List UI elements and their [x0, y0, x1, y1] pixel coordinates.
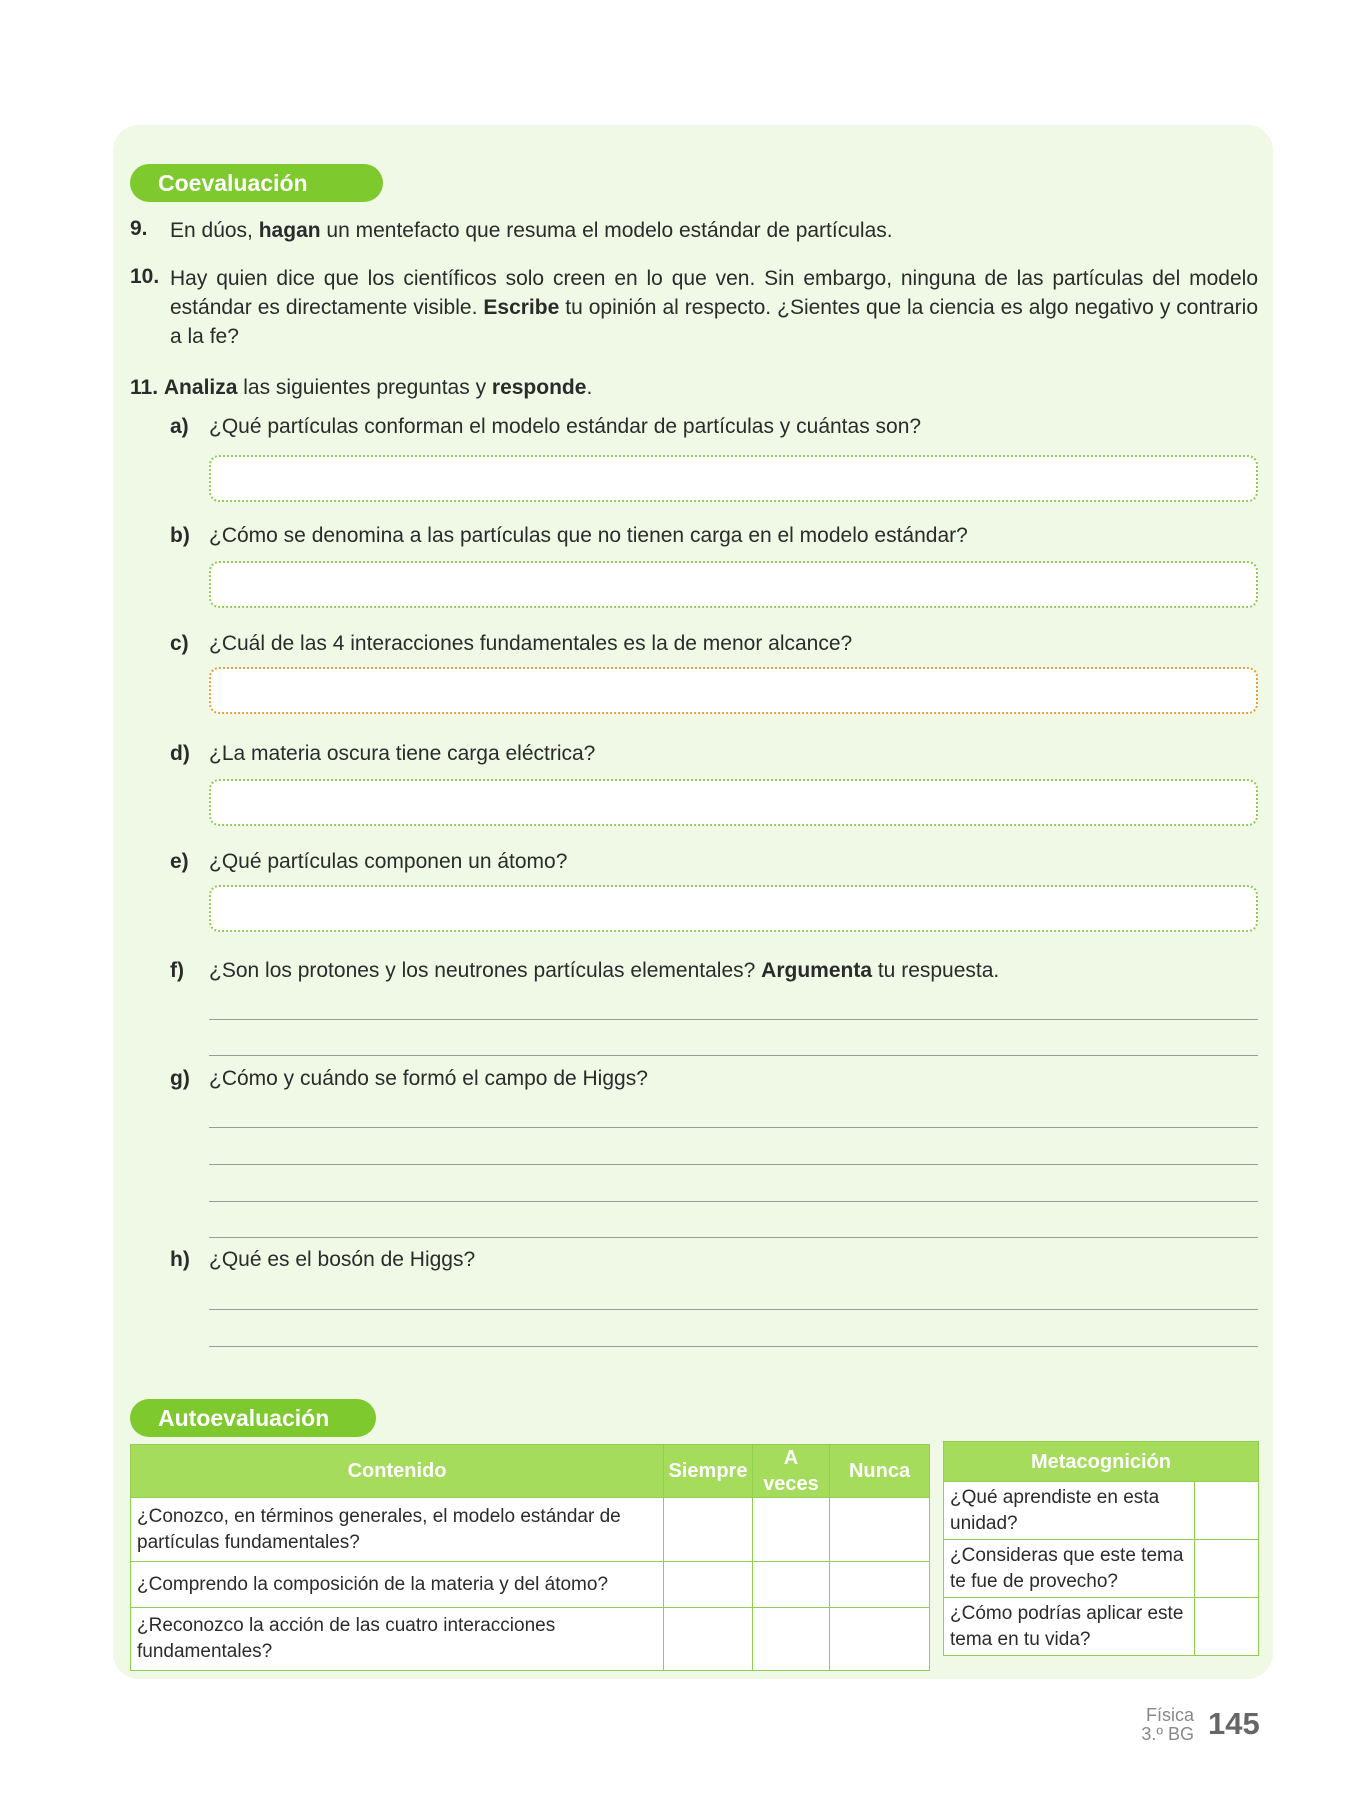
answer-box-c[interactable] [209, 667, 1258, 714]
page-number: 145 [1208, 1706, 1260, 1741]
q10-text: Hay quien dice que los científicos solo creen en lo que ven. Sin embargo, ninguna de las partículas del modelo estándar es directamente visible. Escribe tu opinión al respecto. ¿Sientes que la ciencia es algo negativo y contrario a la fe? [170, 267, 1259, 348]
footer-subject: Física 3.º BG [1141, 1705, 1194, 1744]
meta-answer[interactable] [1195, 1540, 1259, 1598]
check-nunca[interactable] [830, 1608, 930, 1671]
answer-line-g-2[interactable] [209, 1164, 1258, 1165]
table-row [131, 1498, 930, 1562]
subq-f-text: ¿Son los protones y los neutrones partículas elementales? Argumenta tu respuesta. [209, 959, 1000, 982]
table-row [944, 1540, 1259, 1598]
metacognition-table [943, 1441, 1259, 1656]
q11-text: 11. Analiza las siguientes preguntas y responde. [130, 376, 593, 399]
subq-b-text: ¿Cómo se denomina a las partículas que no tienen carga en el modelo estándar? [209, 524, 968, 547]
meta-answer[interactable] [1195, 1598, 1259, 1656]
header-siempre: Siempre [664, 1445, 753, 1498]
subq-h-letter: h) [170, 1248, 190, 1271]
subq-e-letter: e) [170, 850, 189, 873]
subq-b-letter: b) [170, 524, 190, 547]
row-text: ¿Comprendo la composición de la materia y del átomo? [131, 1562, 664, 1608]
check-a-veces[interactable] [753, 1608, 830, 1671]
subq-c-text: ¿Cuál de las 4 interacciones fundamentales es la de menor alcance? [209, 632, 853, 655]
subq-h-text: ¿Qué es el bosón de Higgs? [209, 1248, 476, 1271]
table-row [944, 1482, 1259, 1540]
check-nunca[interactable] [830, 1562, 930, 1608]
answer-line-f-1[interactable] [209, 1019, 1258, 1020]
subq-c-letter: c) [170, 632, 189, 655]
meta-question: ¿Qué aprendiste en esta unidad? [944, 1482, 1195, 1540]
answer-line-g-1[interactable] [209, 1127, 1258, 1128]
check-siempre[interactable] [664, 1608, 753, 1671]
check-nunca[interactable] [830, 1498, 930, 1562]
answer-box-a[interactable] [209, 455, 1258, 502]
header-a-veces: A veces [753, 1445, 830, 1498]
meta-question: ¿Cómo podrías aplicar este tema en tu vida? [944, 1598, 1195, 1656]
meta-answer[interactable] [1195, 1482, 1259, 1540]
row-text: ¿Conozco, en términos generales, el modelo estándar de partículas fundamentales? [131, 1498, 664, 1562]
subq-a-text: ¿Qué partículas conforman el modelo estándar de partículas y cuántas son? [209, 415, 922, 438]
check-siempre[interactable] [664, 1562, 753, 1608]
answer-line-g-4[interactable] [209, 1237, 1258, 1238]
table-row [131, 1562, 930, 1608]
subq-e-text: ¿Qué partículas componen un átomo? [209, 850, 568, 873]
header-contenido: Contenido [131, 1445, 664, 1498]
subq-g-letter: g) [170, 1067, 190, 1090]
answer-line-f-2[interactable] [209, 1055, 1258, 1056]
answer-line-g-3[interactable] [209, 1201, 1258, 1202]
row-text: ¿Reconozco la acción de las cuatro interacciones fundamentales? [131, 1608, 664, 1671]
q9-number: 9. [130, 217, 148, 240]
answer-box-d[interactable] [209, 779, 1258, 826]
answer-line-h-2[interactable] [209, 1346, 1258, 1347]
subq-f-letter: f) [170, 959, 184, 982]
answer-line-h-1[interactable] [209, 1309, 1258, 1310]
q10-number: 10. [130, 265, 160, 288]
autoevaluacion-heading: Autoevaluación [130, 1399, 376, 1437]
check-a-veces[interactable] [753, 1498, 830, 1562]
answer-box-e[interactable] [209, 885, 1258, 932]
answer-box-b[interactable] [209, 561, 1258, 608]
header-nunca: Nunca [830, 1445, 930, 1498]
table-row [131, 1608, 930, 1671]
table-row [944, 1598, 1259, 1656]
self-assessment-table [130, 1444, 930, 1671]
meta-question: ¿Consideras que este tema te fue de provecho? [944, 1540, 1195, 1598]
check-a-veces[interactable] [753, 1562, 830, 1608]
q9-text: En dúos, hagan un mentefacto que resuma el modelo estándar de partículas. [170, 219, 893, 242]
subq-d-text: ¿La materia oscura tiene carga eléctrica? [209, 742, 596, 765]
check-siempre[interactable] [664, 1498, 753, 1562]
subq-g-text: ¿Cómo y cuándo se formó el campo de Higgs? [209, 1067, 648, 1090]
coevaluacion-heading: Coevaluación [130, 164, 383, 202]
subq-d-letter: d) [170, 742, 190, 765]
header-metacognicion: Metacognición [944, 1442, 1259, 1482]
subq-a-letter: a) [170, 415, 189, 438]
